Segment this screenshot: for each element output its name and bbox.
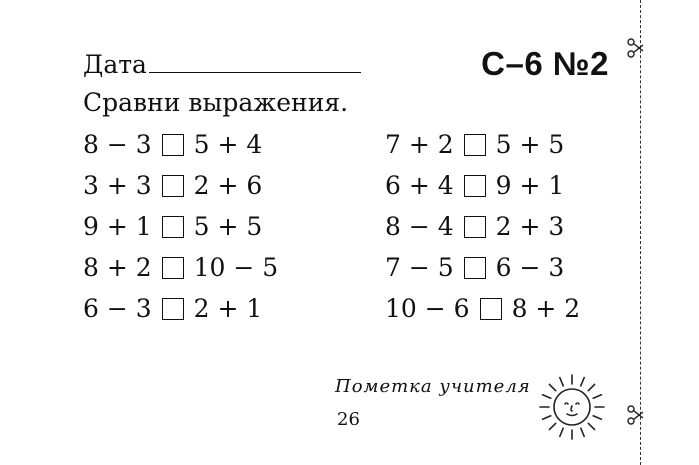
expression-left: 7 − 5	[385, 253, 454, 282]
scissors-icon	[626, 38, 644, 58]
expression-right: 9 + 1	[495, 171, 565, 200]
instruction-text: Сравни выражения.	[83, 88, 349, 117]
comparison-answer-box[interactable]	[464, 257, 486, 279]
expression-right: 5 + 5	[495, 130, 565, 159]
expression-left: 6 − 3	[83, 294, 152, 323]
expression-left: 8 + 2	[83, 253, 152, 282]
comparison-answer-box[interactable]	[162, 216, 184, 238]
date-field	[83, 50, 361, 80]
expression-left: 8 − 4	[385, 212, 454, 241]
cut-line	[640, 0, 641, 465]
expression-left: 10 − 6	[385, 294, 470, 323]
expression-right: 5 + 4	[193, 130, 263, 159]
comparison-answer-box[interactable]	[480, 298, 502, 320]
expression-right: 6 − 3	[495, 253, 565, 282]
expression-left: 7 + 2	[385, 130, 454, 159]
comparison-answer-box[interactable]	[464, 216, 486, 238]
expression-left: 9 + 1	[83, 212, 152, 241]
comparison-row	[385, 288, 580, 329]
comparison-row	[385, 206, 580, 247]
comparison-row	[83, 206, 278, 247]
date-underline[interactable]	[149, 50, 361, 73]
comparison-row	[83, 288, 278, 329]
comparison-answer-box[interactable]	[464, 134, 486, 156]
expression-right: 2 + 6	[193, 171, 263, 200]
expression-right: 10 − 5	[193, 253, 279, 282]
expression-left: 3 + 3	[83, 171, 152, 200]
comparison-row	[83, 124, 278, 165]
sun-icon[interactable]	[532, 367, 612, 447]
expression-left: 8 − 3	[83, 130, 152, 159]
page-number: 26	[337, 409, 360, 430]
comparison-answer-box[interactable]	[162, 175, 184, 197]
comparison-answer-box[interactable]	[162, 257, 184, 279]
comparison-row	[385, 247, 580, 288]
scissors-icon	[626, 405, 644, 425]
comparison-row	[385, 124, 580, 165]
comparison-row	[385, 165, 580, 206]
teacher-note-label: Пометка учителя	[335, 376, 531, 397]
worksheet-code: С–6 №2	[481, 45, 609, 82]
expression-right: 8 + 2	[511, 294, 581, 323]
comparison-row	[83, 247, 278, 288]
comparison-row	[83, 165, 278, 206]
left-expression-column	[83, 124, 278, 329]
comparison-answer-box[interactable]	[162, 298, 184, 320]
comparison-answer-box[interactable]	[464, 175, 486, 197]
expression-right: 2 + 3	[495, 212, 565, 241]
comparison-answer-box[interactable]	[162, 134, 184, 156]
expression-right: 2 + 1	[193, 294, 263, 323]
right-expression-column	[385, 124, 580, 329]
date-label: Дата	[83, 50, 147, 79]
expression-right: 5 + 5	[193, 212, 263, 241]
expression-left: 6 + 4	[385, 171, 454, 200]
